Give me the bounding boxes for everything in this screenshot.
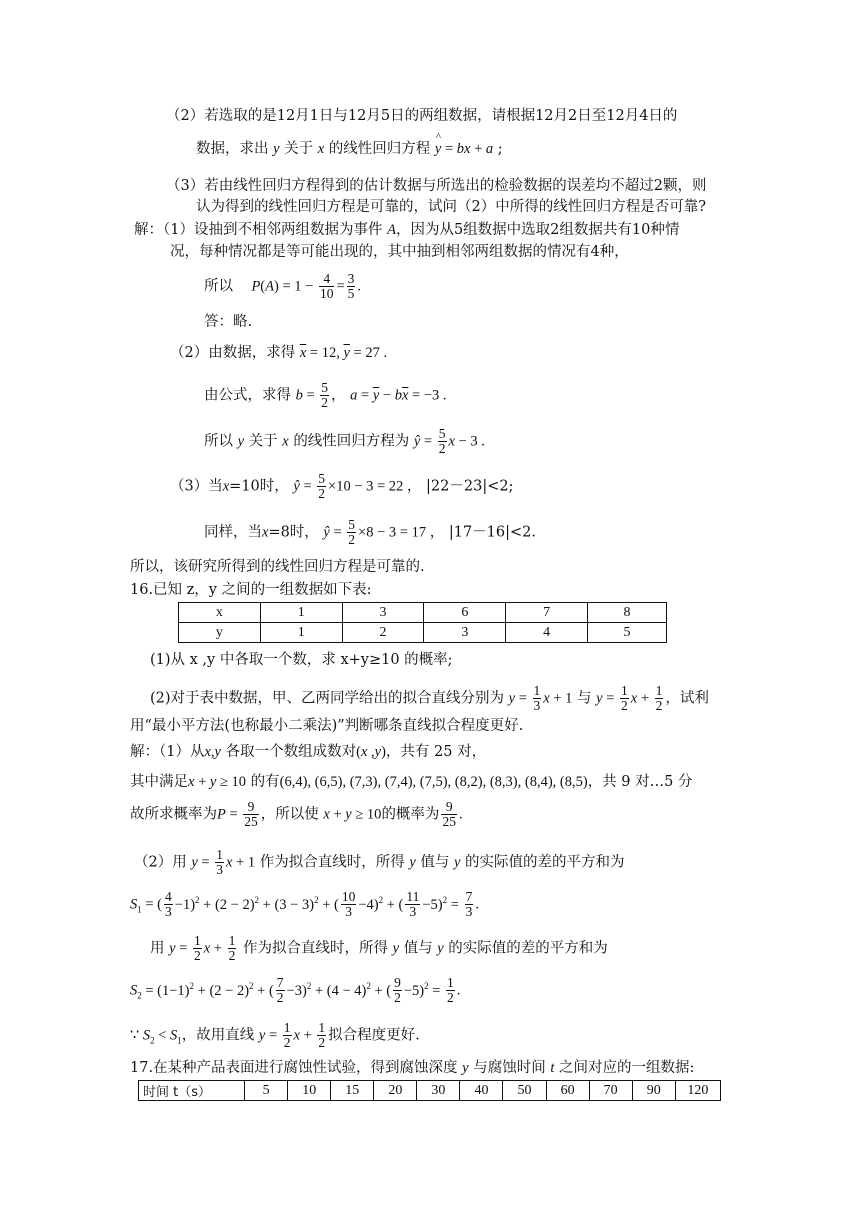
table-cell: 120 [675, 1081, 720, 1101]
answer-16-pairs: 其中满足x + y ≥ 10 的有(6,4), (6,5), (7,3), (7,4), (7,5), (8,2), (8,3), (8,4), (8,5)，共 9 对…5 分 [130, 774, 693, 790]
sum-of-squares-s1: $S_1$ = ( $\frac{4}{3}$ $-1)^2 + (2 - 2)^2 + (3 - 3)^2$ + ( $\frac{10}{3}$ −4)$^2$ + ( $\frac{11}{3}$ −5)$^2$ = $\frac{7}{3}$ . [130, 889, 479, 920]
sum-of-squares-s2: $S_2 = (1-1)^2 + (2 - 2)^2$ + ( $\frac{7}{2}$ $-3)^2 + (4 - 4)^2$ + ( $\frac{9}{2}$ −5)$^2$ = $\frac{1}{2}$ . [130, 975, 461, 1006]
answer-note: 答：略. [204, 314, 253, 330]
question-16-part-2-cont: 用“最小平方法(也称最小二乘法)”判断哪条直线拟合程度更好. [130, 718, 524, 734]
answer-16-part-1: 解：（1）从x,y 各取一个数组成数对(x ,y)，共有 25 对， [130, 744, 487, 760]
table-cell: 2 [342, 623, 424, 643]
table-header-cell: 时间 t（s） [139, 1081, 245, 1101]
table-cell: 40 [460, 1081, 503, 1101]
table-cell: 10 [288, 1081, 331, 1101]
table-cell: 70 [589, 1081, 632, 1101]
table-cell: 1 [260, 623, 342, 643]
table-cell: 4 [506, 623, 588, 643]
solution-part-3-cont: 同样，当x=8时， ŷ = $\frac{5}{2}$ ×8 − 3 = 17 ， |17－16|<2. [204, 517, 536, 548]
conclusion: 所以，该研究所得到的线性回归方程是可靠的. [130, 559, 425, 575]
solution-part-2: （2）由数据，求得 $\overline{x} = 12$, $\overline{y} = 27$ . [170, 345, 388, 361]
answer-16-conclusion: ∵ $S_2 < S_1$，故用直线 y = $\frac{1}{2}$ x + $\frac{1}{2}$ 拟合程度更好. [130, 1020, 420, 1051]
table-cell: 3 [424, 623, 506, 643]
table-17 [138, 1080, 721, 1101]
table-row [179, 623, 667, 643]
question-part-2: （2）若选取的是12月1日与12月5日的两组数据，请根据12月2日至12月4日的 [166, 108, 678, 124]
table-cell: 6 [424, 603, 506, 623]
answer-16-line-2: 用 y = $\frac{1}{2}$ x + $\frac{1}{2}$ 作为拟合直线时，所得 y 值与 y 的实际值的差的平方和为 [150, 933, 608, 964]
formula-b-a: 由公式，求得 b = $\frac{5}{2}$ ， $a = \overline{y} - b\overline{x} = -3$ . [204, 380, 447, 411]
table-cell: x [179, 603, 261, 623]
solution-part-1-cont: 况，每种情况都是等可能出现的，其中抽到相邻两组数据的情况有4种， [170, 244, 629, 260]
table-cell: 30 [417, 1081, 460, 1101]
table-cell: 60 [546, 1081, 589, 1101]
table-cell: y [179, 623, 261, 643]
probability-formula: 所以 P(A) = 1 − $\frac{4}{10}$ = $\frac{3}{5}$ . [204, 271, 361, 302]
question-part-2-cont: 数据，求出 y 关于 x 的线性回归方程 y ^ = bx + a ; [196, 131, 503, 157]
question-17: 17.在某种产品表面进行腐蚀性试验，得到腐蚀深度 y 与腐蚀时间 t 之间对应的一组数据: [130, 1060, 695, 1076]
table-cell: 8 [588, 603, 667, 623]
table-cell: 15 [331, 1081, 374, 1101]
table-cell: 1 [260, 603, 342, 623]
solution-part-1: 解：（1）设抽到不相邻两组数据为事件 A，因为从5组数据中选取2组数据共有10种情 [134, 222, 680, 238]
table-cell: 3 [342, 603, 424, 623]
table-cell: 90 [632, 1081, 675, 1101]
table-row [139, 1081, 721, 1101]
question-16: 16.已知 z，y 之间的一组数据如下表: [130, 582, 372, 598]
question-part-3: （3）若由线性回归方程得到的估计数据与所选出的检验数据的误差均不超过2颗，则 [166, 178, 707, 194]
table-cell: 7 [506, 603, 588, 623]
question-16-part-1: (1)从 x ,y 中各取一个数，求 x+y≥10 的概率; [150, 652, 453, 668]
table-16 [178, 602, 667, 643]
question-16-part-2: (2)对于表中数据，甲、乙两同学给出的拟合直线分别为 y = $\frac{1}{3}$ x + 1 与 y = $\frac{1}{2}$ x + $\frac{1}{2}$ ，试利 [150, 683, 709, 714]
table-cell: 50 [503, 1081, 546, 1101]
regression-equation: 所以 y 关于 x 的线性回归方程为 ŷ = $\frac{5}{2}$ x − 3 . [204, 426, 485, 457]
table-cell: 5 [245, 1081, 288, 1101]
answer-16-part-2: （2）用 y = $\frac{1}{3}$ x + 1 作为拟合直线时，所得 y 值与 y 的实际值的差的平方和为 [134, 847, 625, 878]
table-row [179, 603, 667, 623]
table-cell: 20 [374, 1081, 417, 1101]
answer-16-probability: 故所求概率为P = $\frac{9}{25}$ ，所以使 x + y ≥ 10的概率为 $\frac{9}{25}$ . [130, 799, 463, 830]
solution-part-3: （3）当x=10时， ŷ = $\frac{5}{2}$ ×10 − 3 = 22 ， |22－23|<2; [170, 471, 514, 502]
question-part-3-cont: 认为得到的线性回归方程是可靠的，试问（2）中所得的线性回归方程是否可靠? [196, 199, 706, 215]
table-cell: 5 [588, 623, 667, 643]
